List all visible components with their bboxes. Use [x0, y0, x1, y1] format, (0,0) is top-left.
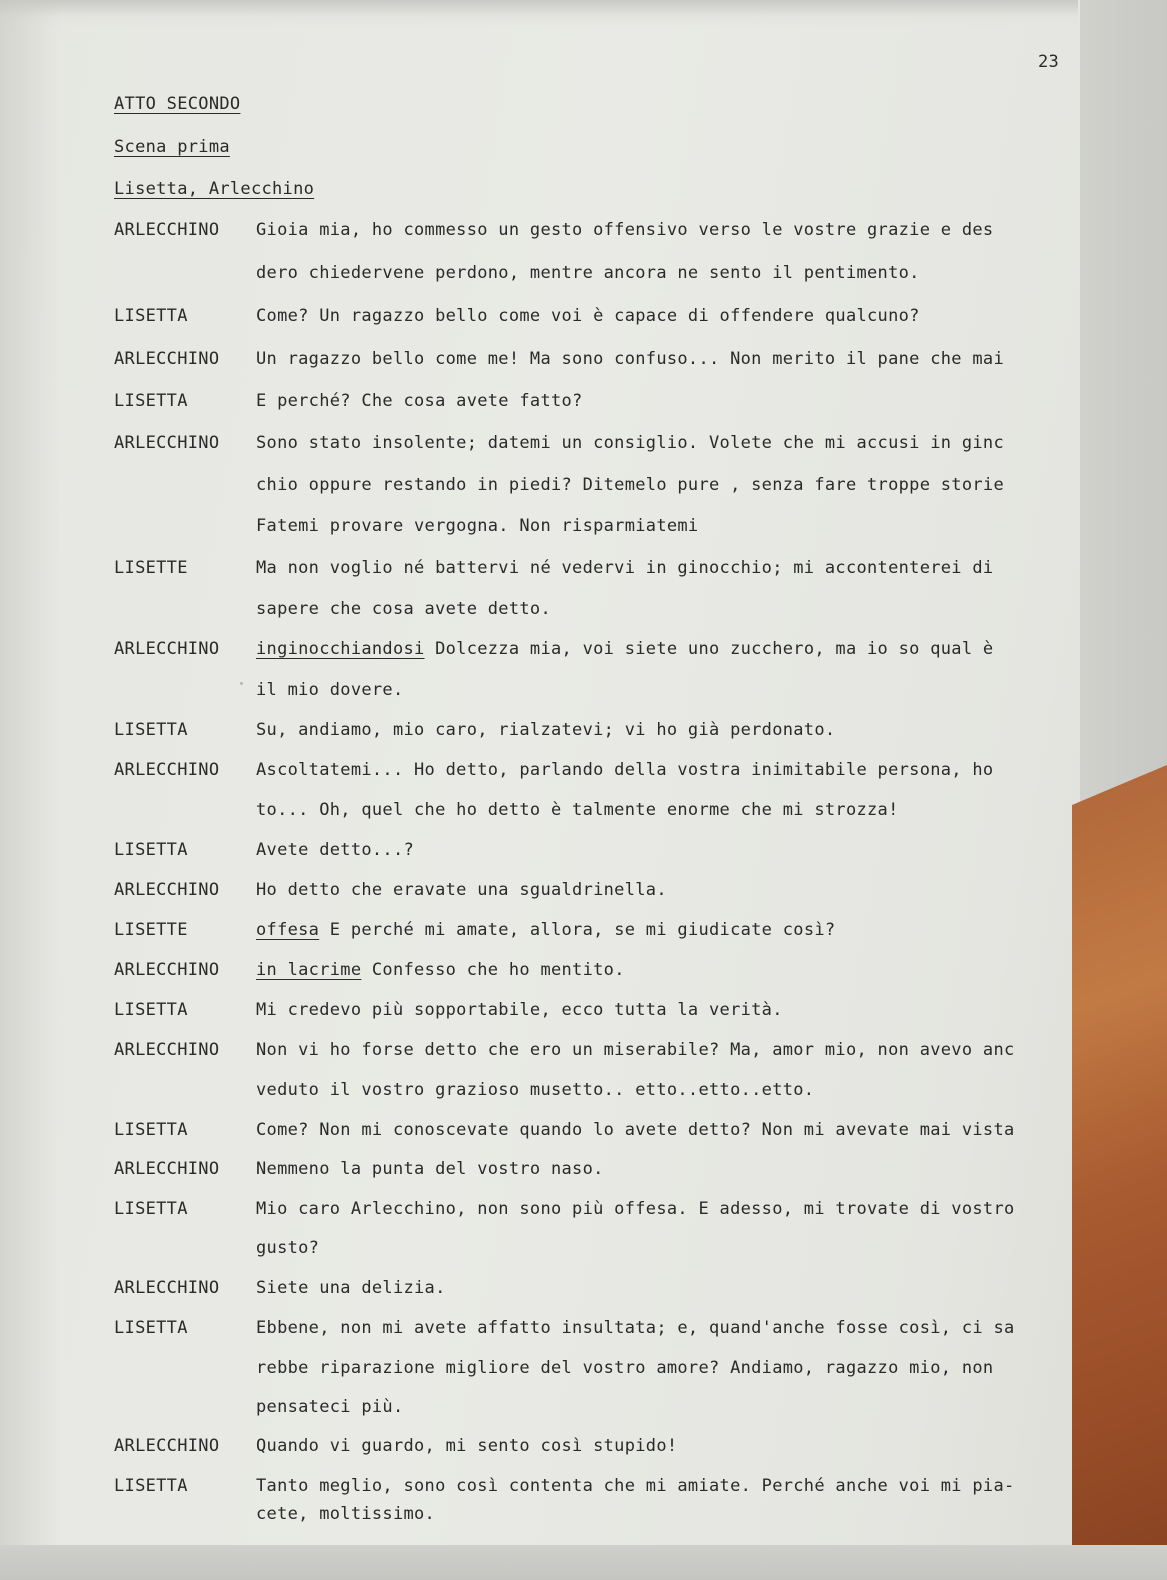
line-text: Mi credevo più sopportabile, ecco tutta la verità.: [256, 1000, 783, 1020]
speaker-name: LISETTA: [114, 720, 188, 740]
speaker-name: ARLECCHINO: [114, 880, 220, 900]
dialogue-line: [256, 1159, 604, 1179]
line-text: to... Oh, quel che ho detto è talmente enorme che mi strozza!: [256, 800, 899, 820]
line-text: Fatemi provare vergogna. Non risparmiatemi: [256, 516, 699, 536]
line-text: sapere che cosa avete detto.: [256, 599, 551, 619]
line-text: Come? Non mi conoscevate quando lo avete detto? Non mi avevate mai vista: [256, 1120, 1015, 1140]
dialogue-line: [256, 1238, 319, 1258]
dialogue-line: [256, 760, 993, 780]
speaker-name: ARLECCHINO: [114, 349, 220, 369]
line-text: chio oppure restando in piedi? Ditemelo pure , senza fare troppe storie: [256, 475, 1004, 495]
line-text: Come? Un ragazzo bello come voi è capace di offendere qualcuno?: [256, 306, 920, 326]
dialogue-line: [256, 800, 899, 820]
speaker-name: ARLECCHINO: [114, 960, 220, 980]
dialogue-line: [256, 599, 551, 619]
dialogue-line: [256, 1278, 446, 1298]
speaker-name: LISETTA: [114, 1476, 188, 1496]
dialogue-line: [256, 391, 583, 411]
speaker-name: LISETTA: [114, 306, 188, 326]
line-text: Quando vi guardo, mi sento così stupido!: [256, 1436, 678, 1456]
speaker-name: ARLECCHINO: [114, 1040, 220, 1060]
page-left-shade: [0, 0, 60, 1545]
line-text: rebbe riparazione migliore del vostro amore? Andiamo, ragazzo mio, non: [256, 1358, 994, 1378]
line-text: pensateci più.: [256, 1397, 404, 1417]
dialogue-line: [256, 1318, 1015, 1338]
dialogue-line: [256, 475, 1004, 495]
line-text: Ho detto che eravate una sgualdrinella.: [256, 880, 667, 900]
line-text: Siete una delizia.: [256, 1278, 446, 1298]
line-text: cete, moltissimo.: [256, 1504, 436, 1524]
line-text: Ascoltatemi... Ho detto, parlando della vostra inimitabile persona, ho: [256, 760, 994, 780]
scene-title-text: Scena prima: [114, 137, 230, 157]
dialogue-line: [256, 558, 993, 578]
speaker-name: LISETTA: [114, 1199, 188, 1219]
speaker-name: LISETTA: [114, 391, 188, 411]
paper-speck: [240, 682, 243, 685]
line-text: dero chiedervene perdono, mentre ancora ne sento il pentimento.: [256, 263, 920, 283]
line-text: gusto?: [256, 1238, 320, 1258]
dialogue-line: [256, 516, 698, 536]
speaker-name: ARLECCHINO: [114, 1436, 220, 1456]
dialogue-line: [256, 1397, 404, 1417]
dialogue-line: [256, 1476, 1015, 1496]
speaker-name: ARLECCHINO: [114, 760, 220, 780]
dialogue-line: [256, 433, 1004, 453]
dialogue-line: [256, 1040, 1015, 1060]
dialogue-line: [256, 349, 1004, 369]
dialogue-line: [256, 1436, 677, 1456]
speaker-name: ARLECCHINO: [114, 639, 220, 659]
dialogue-line: [256, 1358, 993, 1378]
speaker-name: LISETTE: [114, 558, 188, 578]
line-text: Confesso che ho mentito.: [361, 960, 625, 980]
dialogue-line: [256, 920, 835, 940]
dialogue-line: [256, 639, 993, 659]
line-text: Non vi ho forse detto che ero un miserabile? Ma, amor mio, non avevo anc: [256, 1040, 1015, 1060]
line-text: il mio dovere.: [256, 680, 404, 700]
line-text: Mio caro Arlecchino, non sono più offesa. E adesso, mi trovate di vostro: [256, 1199, 1015, 1219]
line-text: E perché mi amate, allora, se mi giudicate così?: [319, 920, 836, 940]
speaker-name: ARLECCHINO: [114, 433, 220, 453]
dialogue-line: [256, 1080, 814, 1100]
speaker-name: LISETTA: [114, 840, 188, 860]
line-text: Dolcezza mia, voi siete uno zucchero, ma io so qual è: [424, 639, 994, 659]
dialogue-line: [256, 263, 920, 283]
dialogue-line: [256, 840, 414, 860]
line-text: Gioia mia, ho commesso un gesto offensivo verso le vostre grazie e des: [256, 220, 994, 240]
page-bottom-edge: [0, 1545, 1167, 1580]
line-text: Sono stato insolente; datemi un consiglio. Volete che mi accusi in ginc: [256, 433, 1004, 453]
wooden-surface: [1072, 765, 1167, 1545]
line-text: E perché? Che cosa avete fatto?: [256, 391, 583, 411]
scene-characters-text: Lisetta, Arlecchino: [114, 179, 315, 199]
line-text: Ma non voglio né battervi né vedervi in ginocchio; mi accontenterei di: [256, 558, 994, 578]
dialogue-line: [256, 1120, 1015, 1140]
speaker-name: LISETTA: [114, 1318, 188, 1338]
dialogue-line: [256, 1000, 783, 1020]
dialogue-line: [256, 680, 404, 700]
act-title-text: ATTO SECONDO: [114, 94, 241, 114]
line-text: Avete detto...?: [256, 840, 415, 860]
line-text: Nemmeno la punta del vostro naso.: [256, 1159, 604, 1179]
page-number: 23: [1038, 52, 1060, 72]
line-text: veduto il vostro grazioso musetto.. etto..etto..etto.: [256, 1080, 815, 1100]
dialogue-line: [256, 1504, 435, 1524]
stage-direction: in lacrime: [256, 960, 362, 980]
dialogue-line: [256, 220, 993, 240]
dialogue-line: [256, 880, 667, 900]
act-title: [114, 94, 240, 114]
dialogue-line: [256, 306, 920, 326]
dialogue-line: [256, 960, 625, 980]
stage-direction: offesa: [256, 920, 320, 940]
line-text: Su, andiamo, mio caro, rialzatevi; vi ho già perdonato.: [256, 720, 836, 740]
speaker-name: ARLECCHINO: [114, 1278, 220, 1298]
page-top-shadow: [0, 0, 1078, 28]
speaker-name: LISETTE: [114, 920, 188, 940]
line-text: Tanto meglio, sono così contenta che mi amiate. Perché anche voi mi pia-: [256, 1476, 1015, 1496]
line-text: Un ragazzo bello come me! Ma sono confuso... Non merito il pane che mai: [256, 349, 1004, 369]
scene-characters: [114, 179, 314, 199]
speaker-name: ARLECCHINO: [114, 220, 220, 240]
scene-title: [114, 137, 230, 157]
speaker-name: LISETTA: [114, 1120, 188, 1140]
speaker-name: ARLECCHINO: [114, 1159, 220, 1179]
dialogue-line: [256, 720, 835, 740]
dialogue-line: [256, 1199, 1015, 1219]
speaker-name: LISETTA: [114, 1000, 188, 1020]
line-text: Ebbene, non mi avete affatto insultata; e, quand'anche fosse così, ci sa: [256, 1318, 1015, 1338]
stage-direction: inginocchiandosi: [256, 639, 425, 659]
